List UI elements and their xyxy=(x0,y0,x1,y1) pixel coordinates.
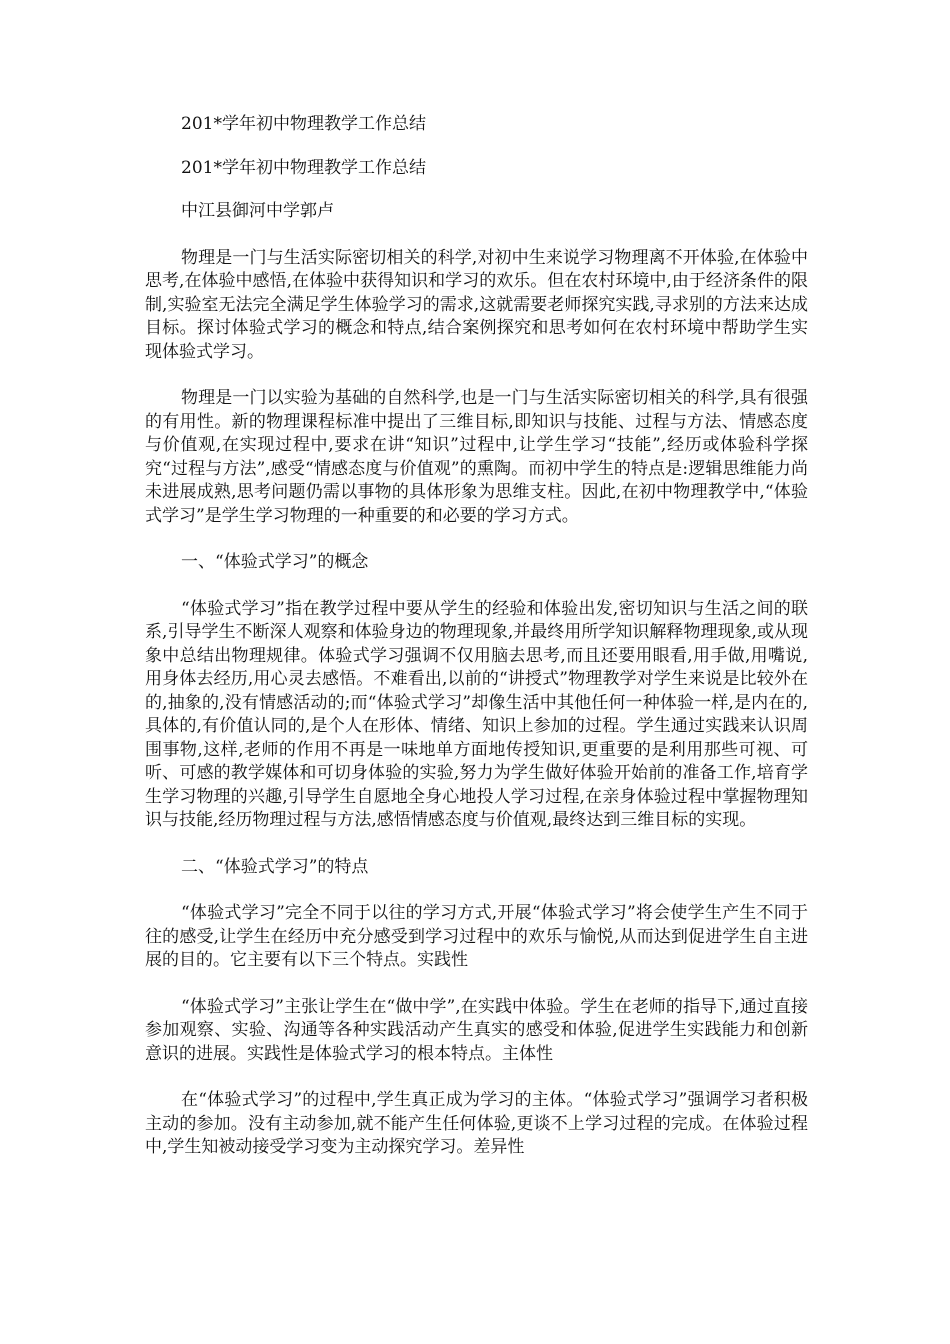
document-author: 中江县御河中学郭卢 xyxy=(181,201,334,221)
intro-paragraph-1: 物理是一门与生活实际密切相关的科学,对初中生来说学习物理离不开体验,在体验中思考,在体验中感悟,在体验中获得知识和学习的欢乐。但在农村环境中,由于经济条件的限制,实验室无法完全满足学生体验学习的需求,这就需要老师探究实践,寻求别的方法来达成目标。探讨体验式学习的概念和特点,结合案例探究和思考如何在农村环境中帮助学生实现体验式学习。 xyxy=(145,247,808,362)
section-2-paragraph-2: “体验式学习”主张让学生在“做中学”,在实践中体验。学生在老师的指导下,通过直接参加观察、实验、沟通等各种实践活动产生真实的感受和体验,促进学生实践能力和创新意识的进展。实践性是体验式学习的根本特点。主体性 xyxy=(145,996,808,1064)
intro-paragraph-2: 物理是一门以实验为基础的自然科学,也是一门与生活实际密切相关的科学,具有很强的有用性。新的物理课程标准中提出了三维目标,即知识与技能、过程与方法、情感态度与价值观,在实现过程中,要求在讲“知识”过程中,让学生学习“技能”,经历或体验科学探究“过程与方法”,感受“情感态度与价值观”的熏陶。而初中学生的特点是:逻辑思维能力尚未进展成熟,思考问题仍需以事物的具体形象为思维支柱。因此,在初中物理教学中,“体验式学习”是学生学习物理的一种重要的和必要的学习方式。 xyxy=(145,388,808,526)
document-body xyxy=(145,113,808,1160)
section-1-heading: 一、“体验式学习”的概念 xyxy=(181,552,369,572)
section-2-paragraph-3: 在“体验式学习”的过程中,学生真正成为学习的主体。“体验式学习”强调学习者积极主动的参加。没有主动参加,就不能产生任何体验,更谈不上学习过程的完成。在体验过程中,学生知被动接受学习变为主动探究学习。差异性 xyxy=(145,1090,808,1157)
document-subtitle: 201*学年初中物理教学工作总结 xyxy=(181,157,426,178)
document-title: 201*学年初中物理教学工作总结 xyxy=(181,114,426,134)
section-2-heading: 二、“体验式学习”的特点 xyxy=(181,856,369,877)
section-1-paragraph: “体验式学习”指在教学过程中要从学生的经验和体验出发,密切知识与生活之间的联系,引导学生不断深人观察和体验身边的物理现象,并最终用所学知识解释物理现象,或从现象中总结出物理规律。体验式学习强调不仅用脑去思考,而且还要用眼看,用手做,用嘴说,用身体去经历,用心灵去感悟。不难看出,以前的“讲授式”物理教学对学生来说是比较外在的,抽象的,没有情感活动的;而“体验式学习”却像生活中其他任何一种体验一样,是内在的,具体的,有价值认同的,是个人在形体、情绪、知识上参加的过程。学生通过实践来认识周围事物,这样,老师的作用不再是一味地单方面地传授知识,更重要的是利用那些可视、可听、可感的教学媒体和可切身体验的实验,努力为学生做好体验开始前的准备工作,培育学生学习物理的兴趣,引导学生自愿地全身心地投人学习过程,在亲身体验过程中掌握物理知识与技能,经历物理过程与方法,感悟情感态度与价值观,最终达到三维目标的实现。 xyxy=(145,598,808,830)
section-2-paragraph-1: “体验式学习”完全不同于以往的学习方式,开展“体验式学习”将会使学生产生不同于往的感受,让学生在经历中充分感受到学习过程中的欢乐与愉悦,从而达到促进学生自主进展的目的。它主要有以下三个特点。实践性 xyxy=(145,903,808,970)
